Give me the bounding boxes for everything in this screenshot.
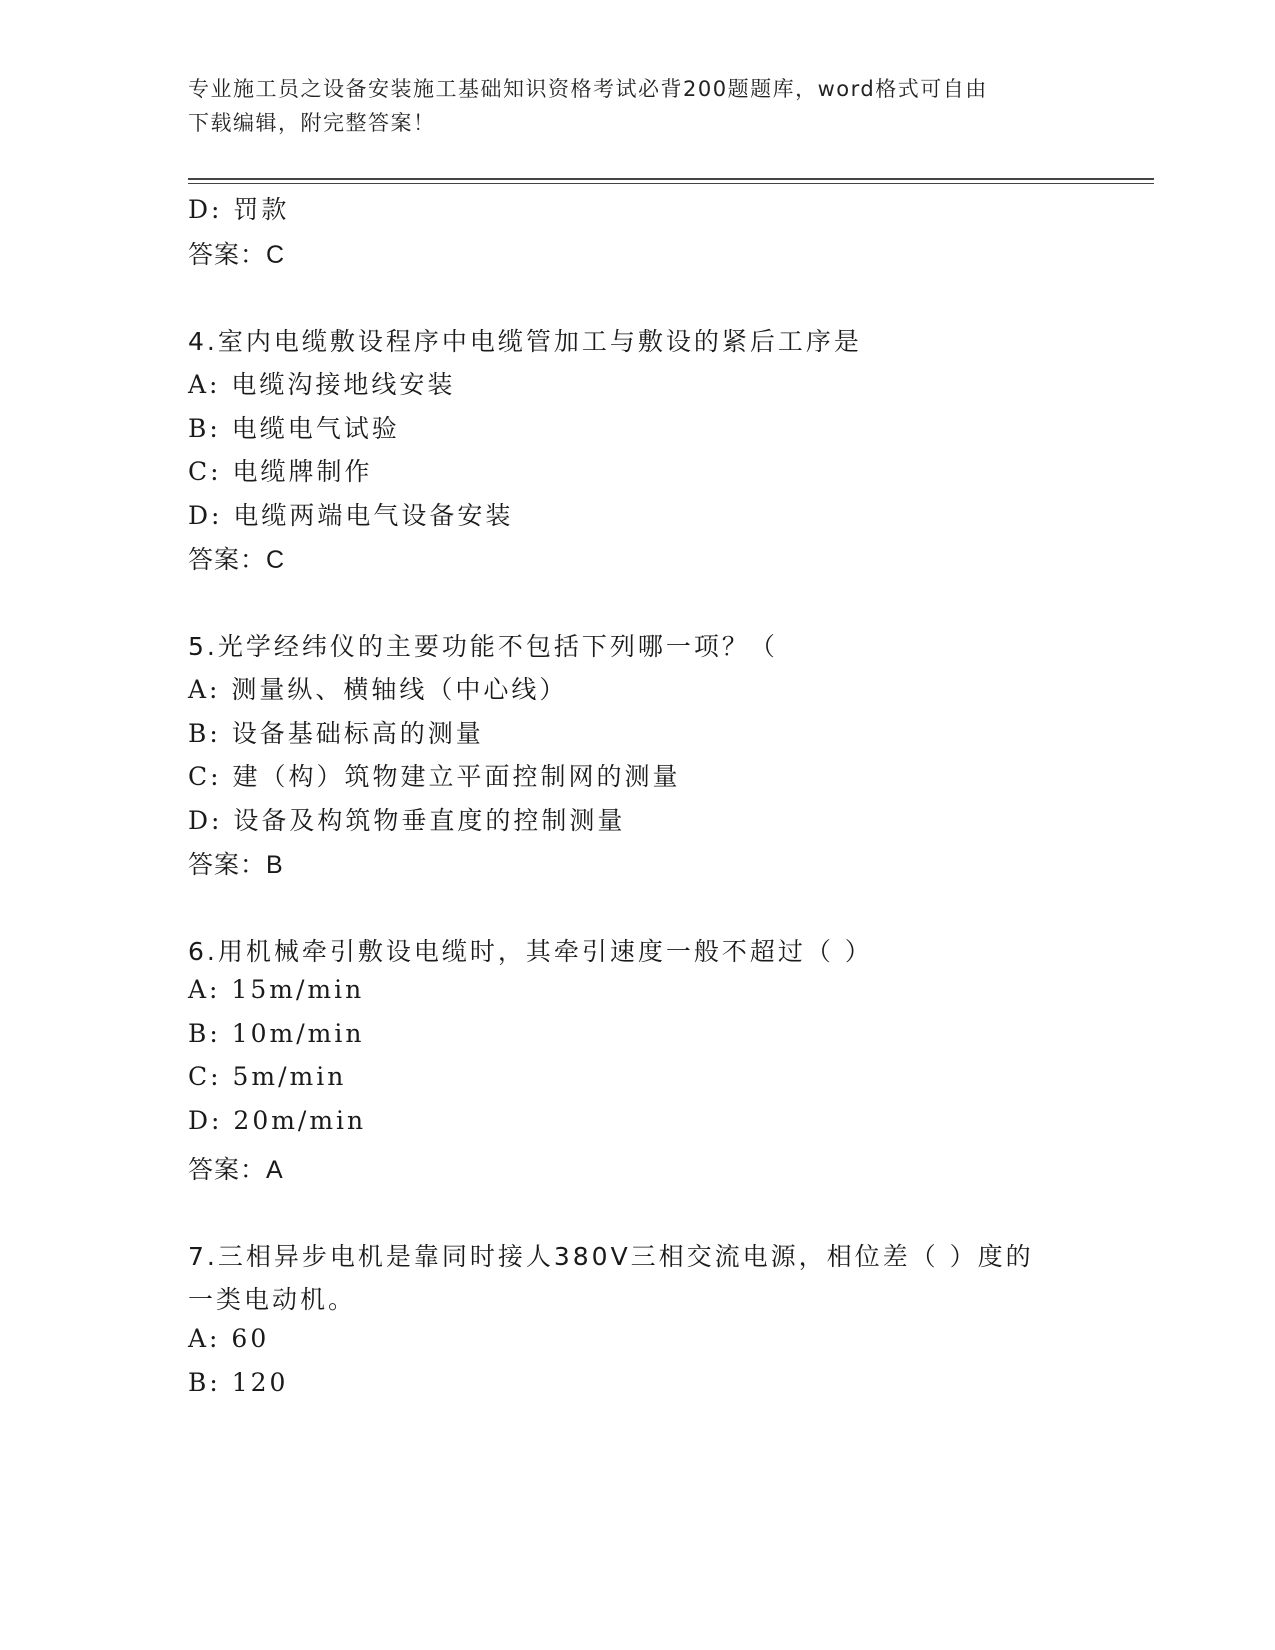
q6-option-d: D: 20m/min bbox=[188, 1106, 367, 1135]
q4-stem: 4.室内电缆敷设程序中电缆管加工与敷设的紧后工序是 bbox=[188, 327, 862, 356]
q4-option-b: B: 电缆电气试验 bbox=[188, 414, 400, 443]
q7-stem-line-1: 7.三相异步电机是靠同时接人380V三相交流电源，相位差（ ）度的 bbox=[188, 1242, 1034, 1271]
q4-option-c: C: 电缆牌制作 bbox=[188, 457, 373, 486]
header-divider-thick bbox=[188, 178, 1154, 180]
q5-option-b: B: 设备基础标高的测量 bbox=[188, 719, 484, 748]
header-line-1: 专业施工员之设备安装施工基础知识资格考试必背200题题库，word格式可自由 bbox=[188, 77, 988, 101]
q6-option-c: C: 5m/min bbox=[188, 1062, 347, 1091]
header-line-2: 下载编辑，附完整答案！ bbox=[188, 111, 436, 135]
q5-answer: 答案：B bbox=[188, 851, 284, 879]
document-header bbox=[188, 72, 1088, 140]
q4-option-d: D: 电缆两端电气设备安装 bbox=[188, 501, 514, 530]
q6-option-b: B: 10m/min bbox=[188, 1019, 365, 1048]
q6-answer: 答案：A bbox=[188, 1156, 284, 1184]
q5-stem: 5.光学经纬仪的主要功能不包括下列哪一项？（ bbox=[188, 632, 778, 661]
q6-stem: 6.用机械牵引敷设电缆时，其牵引速度一般不超过（ ） bbox=[188, 937, 873, 966]
q4-option-a: A: 电缆沟接地线安装 bbox=[188, 370, 456, 399]
q7-stem-line-2: 一类电动机。 bbox=[188, 1285, 357, 1314]
q5-option-c: C: 建（构）筑物建立平面控制网的测量 bbox=[188, 762, 681, 791]
q3-option-d: D: 罚款 bbox=[188, 195, 290, 224]
q3-answer: 答案：C bbox=[188, 241, 286, 269]
q7-option-b: B: 120 bbox=[188, 1368, 289, 1397]
q6-option-a: A: 15m/min bbox=[188, 975, 365, 1004]
q4-answer: 答案：C bbox=[188, 546, 286, 574]
q5-option-d: D: 设备及构筑物垂直度的控制测量 bbox=[188, 806, 626, 835]
q7-option-a: A: 60 bbox=[188, 1324, 270, 1353]
q5-option-a: A: 测量纵、横轴线（中心线） bbox=[188, 675, 568, 704]
header-divider-thin bbox=[188, 183, 1154, 184]
